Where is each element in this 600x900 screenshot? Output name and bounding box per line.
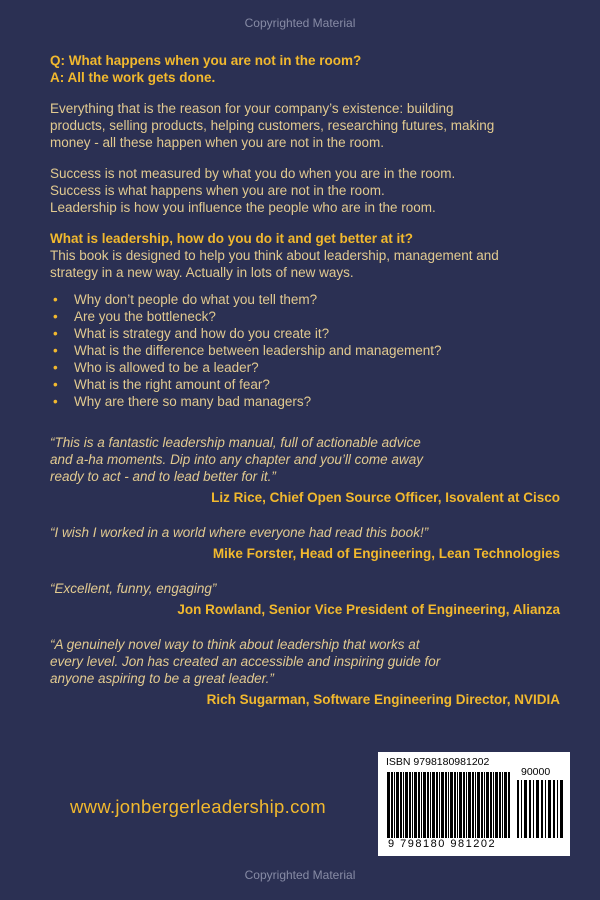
- barcode-bar: [553, 780, 555, 838]
- isbn-label: ISBN 9798180981202: [386, 756, 490, 768]
- bullet-icon: •: [53, 394, 58, 409]
- barcode-bar: [432, 772, 435, 838]
- watermark-top: Copyrighted Material: [244, 16, 356, 30]
- website-url: www.jonbergerleadership.com: [70, 796, 326, 817]
- barcode-bar: [396, 772, 399, 838]
- barcode-bar: [508, 772, 510, 838]
- barcode-bar: [387, 772, 390, 838]
- bullet-icon: •: [53, 292, 58, 307]
- barcode-bar: [409, 772, 411, 838]
- barcode-bar: [502, 772, 503, 838]
- barcode-bar: [524, 780, 527, 838]
- barcode-bar: [495, 772, 498, 838]
- barcode-bar: [521, 780, 522, 838]
- qa-block: [50, 52, 570, 86]
- barcode-addon-bars: [516, 780, 564, 838]
- question-list: [50, 291, 570, 410]
- bullet-icon: •: [53, 377, 58, 392]
- barcode-bar: [490, 772, 492, 838]
- barcode-bar: [459, 772, 462, 838]
- barcode-bar: [499, 772, 501, 838]
- barcode-bar: [418, 772, 420, 838]
- testimonial-4: [50, 636, 560, 708]
- barcode-bar: [468, 772, 471, 838]
- barcode-bar: [421, 772, 422, 838]
- barcode-bar: [484, 772, 485, 838]
- paragraph-line: Success is what happens when you are not in the room.: [50, 183, 385, 198]
- barcode-bar: [436, 772, 438, 838]
- quote-text: “Excellent, funny, engaging”: [50, 581, 217, 596]
- barcode-bars: [386, 772, 512, 838]
- quote-attribution: Liz Rice, Chief Open Source Officer, Isovalent at Cisco: [211, 490, 560, 505]
- list-item: • What is strategy and how do you create it?: [53, 326, 330, 341]
- bullet-icon: •: [53, 343, 58, 358]
- barcode-bar: [439, 772, 440, 838]
- paragraph-line: Success is not measured by what you do when you are in the room.: [50, 166, 456, 181]
- question: Q: What happens when you are not in the room?: [50, 53, 362, 68]
- quote-attribution: Jon Rowland, Senior Vice President of Engineering, Alianza: [177, 602, 560, 617]
- quote-text: “This is a fantastic leadership manual, full of actionable advice and a-ha moments. Dip into any chapter and you’ll come away ready to act - and to lead better for it.”: [50, 435, 423, 484]
- barcode-bar: [457, 772, 458, 838]
- quote-attribution: Rich Sugarman, Software Engineering Director, NVIDIA: [206, 692, 560, 707]
- barcode-bar: [536, 780, 539, 838]
- bullet-icon: •: [53, 360, 58, 375]
- quote-text: “I wish I worked in a world where everyone had read this book!”: [50, 525, 429, 540]
- barcode-bar: [400, 772, 402, 838]
- paragraph-line: Leadership is how you influence the people who are in the room.: [50, 200, 436, 215]
- barcode-bar: [448, 772, 449, 838]
- paragraph-line: strategy in a new way. Actually in lots of new ways.: [50, 265, 354, 280]
- barcode-bar: [405, 772, 408, 838]
- barcode-bar: [472, 772, 474, 838]
- barcode-bar: [529, 780, 531, 838]
- barcode-bar: [541, 780, 543, 838]
- barcode-bar: [481, 772, 483, 838]
- barcode-bar: [454, 772, 456, 838]
- barcode-bar: [445, 772, 447, 838]
- isbn-barcode: [378, 752, 570, 856]
- barcode-bar: [430, 772, 431, 838]
- testimonial-3: [50, 580, 560, 618]
- paragraph-line: products, selling products, helping customers, researching futures, making: [50, 118, 495, 133]
- section-heading: What is leadership, how do you do it and get better at it?: [50, 231, 414, 246]
- list-item: • Who is allowed to be a leader?: [53, 360, 259, 375]
- barcode-bar: [504, 772, 507, 838]
- list-item: • Are you the bottleneck?: [53, 309, 216, 324]
- barcode-bar: [441, 772, 444, 838]
- watermark-bottom: Copyrighted Material: [244, 868, 356, 882]
- list-item: • What is the right amount of fear?: [53, 377, 270, 392]
- bullet-icon: •: [53, 309, 58, 324]
- paragraph-line: money - all these happen when you are not in the room.: [50, 135, 384, 150]
- testimonial-2: [50, 524, 560, 562]
- barcode-digits: 9 798180 981202: [388, 838, 497, 850]
- barcode-bar: [486, 772, 489, 838]
- barcode-bar: [517, 780, 519, 838]
- price-code: 90000: [521, 766, 551, 778]
- barcode-bar: [414, 772, 417, 838]
- barcode-bar: [477, 772, 480, 838]
- paragraph-3: [50, 247, 570, 281]
- paragraph-2: [50, 165, 570, 216]
- testimonial-1: [50, 434, 560, 506]
- barcode-bar: [533, 780, 534, 838]
- barcode-bar: [548, 780, 551, 838]
- barcode-bar: [466, 772, 467, 838]
- barcode-bar: [450, 772, 453, 838]
- main-copy: [50, 52, 570, 410]
- barcode-bar: [427, 772, 429, 838]
- paragraph-line: This book is designed to help you think about leadership, management and: [50, 248, 499, 263]
- barcode-bar: [394, 772, 395, 838]
- barcode-bar: [391, 772, 393, 838]
- answer: A: All the work gets done.: [50, 70, 216, 85]
- paragraph-1: [50, 100, 570, 151]
- barcode-bar: [493, 772, 494, 838]
- paragraph-line: Everything that is the reason for your company’s existence: building: [50, 101, 454, 116]
- barcode-bar: [403, 772, 404, 838]
- bullet-icon: •: [53, 326, 58, 341]
- quote-attribution: Mike Forster, Head of Engineering, Lean Technologies: [212, 546, 560, 561]
- list-item: • Why don’t people do what you tell them?: [53, 292, 318, 307]
- barcode-bar: [560, 780, 563, 838]
- barcode-bar: [475, 772, 476, 838]
- quote-text: “A genuinely novel way to think about leadership that works at every level. Jon has created an accessible and inspiring guide for anyone aspiring to be a great leader.”: [50, 637, 441, 686]
- barcode-bar: [557, 780, 558, 838]
- barcode-bar: [463, 772, 465, 838]
- list-item: • What is the difference between leadership and management?: [53, 343, 442, 358]
- barcode-bar: [545, 780, 546, 838]
- barcode-bar: [423, 772, 426, 838]
- list-item: • Why are there so many bad managers?: [53, 394, 312, 409]
- barcode-bar: [412, 772, 413, 838]
